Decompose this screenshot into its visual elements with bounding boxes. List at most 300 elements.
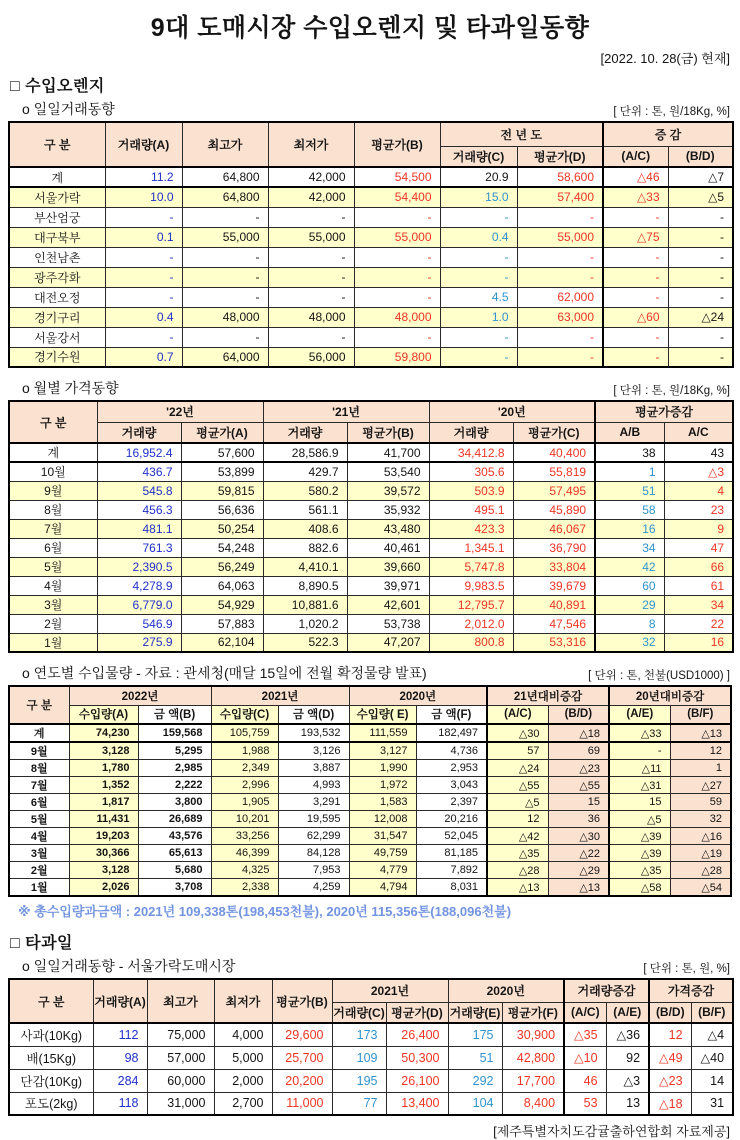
table-cell: - [182, 207, 268, 227]
column-header: 거래량(A) [105, 122, 182, 167]
table-cell: 3,708 [138, 879, 211, 897]
row-label: 2월 [9, 862, 69, 879]
table-cell: 43 [664, 443, 733, 462]
row-label: 10월 [9, 462, 97, 481]
table-cell: 12 [487, 811, 548, 828]
table-cell: △49 [649, 1046, 691, 1069]
table-cell: - [354, 287, 440, 307]
table-cell: 53,899 [181, 462, 263, 481]
table-cell: 35,932 [347, 500, 429, 519]
yearly-import-table [8, 685, 732, 897]
table-cell: 57,495 [513, 481, 595, 500]
table-cell: △7 [668, 167, 733, 187]
column-header: 최저가 [268, 122, 354, 167]
table-cell: 5,000 [214, 1046, 272, 1069]
row-label: 계 [9, 443, 97, 462]
table-cell: 503.9 [429, 481, 513, 500]
table-cell: - [603, 287, 668, 307]
table-cell: 3,887 [278, 760, 349, 777]
table-cell: 10.0 [105, 187, 182, 207]
table-cell: 51 [448, 1046, 502, 1069]
table-cell: 8,031 [416, 879, 487, 897]
table-cell: 0.4 [105, 307, 182, 327]
table-cell: 43,480 [347, 519, 429, 538]
column-header: (B/D) [668, 146, 733, 167]
table-cell: - [105, 327, 182, 347]
table-cell: 54,248 [181, 538, 263, 557]
table-cell: 40,891 [513, 595, 595, 614]
monthly-unit-label: [ 단위 : 톤, 원/18Kg, %] [613, 385, 730, 397]
column-header: 가격증감 [649, 979, 733, 1002]
table-cell: - [603, 247, 668, 267]
table-row [9, 576, 733, 595]
column-header: 거래량(C) [332, 1002, 386, 1023]
table-row [9, 481, 733, 500]
table-cell: 4,736 [416, 742, 487, 760]
table-cell: 64,063 [181, 576, 263, 595]
table-cell: - [354, 267, 440, 287]
table-cell: 26,689 [138, 811, 211, 828]
row-label: 경기구리 [9, 307, 105, 327]
table-cell: 112 [93, 1023, 147, 1046]
column-header: 2021년 [332, 979, 448, 1002]
table-cell: - [268, 267, 354, 287]
column-header: A/B [595, 422, 664, 443]
column-header: (A/E) [606, 1002, 649, 1023]
table-cell: - [105, 267, 182, 287]
table-row [9, 187, 733, 207]
row-label: 9월 [9, 481, 97, 500]
table-cell: 65,613 [138, 845, 211, 862]
data-provider: [제주특별자치도감귤출하연합회 자료제공] [493, 1124, 730, 1139]
table-cell: - [268, 287, 354, 307]
column-header: 2020년 [448, 979, 564, 1002]
monthly-subsection-header [22, 378, 730, 398]
table-cell: 31,547 [349, 828, 416, 845]
table-row [9, 500, 733, 519]
table-cell: △24 [487, 760, 548, 777]
table-cell: 0.7 [105, 347, 182, 367]
table-row [9, 307, 733, 327]
fruit-subsection-header [22, 956, 730, 976]
table-row [9, 167, 733, 187]
table-cell: - [609, 742, 670, 760]
column-header: (A/C) [564, 1002, 606, 1023]
table-cell: 69 [548, 742, 609, 760]
table-cell: 481.1 [97, 519, 181, 538]
column-header: 증 감 [603, 122, 733, 146]
table-cell: 5,295 [138, 742, 211, 760]
table-cell: 59,815 [181, 481, 263, 500]
column-header: 평균가(C) [513, 422, 595, 443]
table-cell: 53 [564, 1092, 606, 1115]
table-cell: 2,700 [214, 1092, 272, 1115]
column-header: 최고가 [182, 122, 268, 167]
table-cell: 57 [487, 742, 548, 760]
table-row [9, 538, 733, 557]
table-cell: △3 [664, 462, 733, 481]
table-cell: 545.8 [97, 481, 181, 500]
yearly-subsection-title: o 연도별 수입물량 - 자료 : 관세청(매달 15일에 전월 확정물량 발표) [22, 665, 427, 681]
daily-table-body [9, 167, 733, 367]
table-cell: 57,883 [181, 614, 263, 633]
table-row [9, 742, 731, 760]
table-cell: △18 [548, 724, 609, 742]
column-header: 거래량 [429, 422, 513, 443]
table-cell: 1.0 [440, 307, 517, 327]
column-header: '20년 [429, 401, 595, 422]
row-label: 4월 [9, 576, 97, 595]
table-cell: 55,000 [182, 227, 268, 247]
table-cell: 1,352 [69, 777, 138, 794]
table-cell: 2,338 [211, 879, 278, 897]
table-cell: - [603, 207, 668, 227]
table-cell: 62,000 [517, 287, 603, 307]
table-cell: 51 [595, 481, 664, 500]
table-cell: △11 [609, 760, 670, 777]
row-label: 사과(10Kg) [9, 1023, 93, 1046]
page-title: 9대 도매시장 수입오렌지 및 타과일동향 [150, 14, 590, 42]
table-row [9, 347, 733, 367]
table-cell: 57,400 [517, 187, 603, 207]
column-header: 거래량 [263, 422, 347, 443]
table-cell: 13 [606, 1092, 649, 1115]
table-cell: 41,700 [347, 443, 429, 462]
column-header: 평균가(F) [502, 1002, 564, 1023]
table-cell: △39 [609, 828, 670, 845]
fruit-subsection-title: o 일일거래동향 - 서울가락도매시장 [22, 958, 236, 974]
table-cell: 20,216 [416, 811, 487, 828]
column-header: 수입량( E) [349, 705, 416, 724]
table-cell: 47,546 [513, 614, 595, 633]
fruit-table-header [9, 979, 733, 1023]
table-cell: - [603, 327, 668, 347]
yearly-footnote: ※ 총수입량과금액 : 2021년 109,338톤(198,453천불), 2020년 115,356톤(188,096천불) [18, 904, 512, 919]
table-cell: △40 [691, 1046, 733, 1069]
table-cell: 580.2 [263, 481, 347, 500]
daily-table-header [9, 122, 733, 167]
table-cell: - [517, 247, 603, 267]
table-cell: 20,200 [272, 1069, 332, 1092]
row-label: 1월 [9, 633, 97, 652]
table-cell: 47 [664, 538, 733, 557]
table-cell: 38 [595, 443, 664, 462]
header-row [9, 705, 731, 724]
table-cell: 0.4 [440, 227, 517, 247]
table-cell: △58 [609, 879, 670, 897]
monthly-price-table [8, 400, 734, 653]
table-cell: 275.9 [97, 633, 181, 652]
table-cell: 2,349 [211, 760, 278, 777]
table-cell: △75 [603, 227, 668, 247]
table-row [9, 845, 731, 862]
table-cell: 4,259 [278, 879, 349, 897]
table-cell: 408.6 [263, 519, 347, 538]
table-cell: 31,000 [147, 1092, 214, 1115]
table-cell: 2,012.0 [429, 614, 513, 633]
table-cell: - [105, 247, 182, 267]
table-cell: 3,127 [349, 742, 416, 760]
table-cell: 61 [664, 576, 733, 595]
table-cell: 43,576 [138, 828, 211, 845]
daily-trade-table [8, 121, 734, 368]
table-row [9, 633, 733, 652]
column-header: 금 액(D) [278, 705, 349, 724]
table-cell: 42,601 [347, 595, 429, 614]
table-cell: 4,000 [214, 1023, 272, 1046]
row-label: 9월 [9, 742, 69, 760]
table-cell: 74,230 [69, 724, 138, 742]
table-row [9, 443, 733, 462]
table-cell: △16 [670, 828, 731, 845]
table-cell: △22 [548, 845, 609, 862]
column-header: (B/F) [670, 705, 731, 724]
header-row [9, 686, 731, 705]
column-header: 평균가(A) [181, 422, 263, 443]
table-cell: 15 [548, 794, 609, 811]
table-cell: 55,000 [268, 227, 354, 247]
table-cell: 12 [649, 1023, 691, 1046]
table-cell: 305.6 [429, 462, 513, 481]
row-label: 서울가락 [9, 187, 105, 207]
table-cell: 7,953 [278, 862, 349, 879]
table-row [9, 862, 731, 879]
table-cell: 104 [448, 1092, 502, 1115]
table-cell: - [105, 287, 182, 307]
table-row [9, 227, 733, 247]
table-cell: - [517, 207, 603, 227]
row-label: 부산엄궁 [9, 207, 105, 227]
table-cell: 42 [595, 557, 664, 576]
table-cell: 13,400 [386, 1092, 448, 1115]
row-label: 5월 [9, 557, 97, 576]
table-cell: - [668, 287, 733, 307]
table-cell: 6,779.0 [97, 595, 181, 614]
table-cell: △30 [487, 724, 548, 742]
table-cell: - [268, 327, 354, 347]
table-cell: 56,249 [181, 557, 263, 576]
table-cell: 42,800 [502, 1046, 564, 1069]
column-header: 2021년 [211, 686, 349, 705]
table-cell: 159,568 [138, 724, 211, 742]
column-header: 거래량(A) [93, 979, 147, 1023]
table-cell: △36 [606, 1023, 649, 1046]
table-row [9, 1092, 733, 1115]
table-cell: 34 [595, 538, 664, 557]
column-header: 금 액(F) [416, 705, 487, 724]
table-cell: 28,586.9 [263, 443, 347, 462]
column-header: 2020년 [349, 686, 487, 705]
table-cell: - [668, 207, 733, 227]
table-cell: △13 [670, 724, 731, 742]
table-row [9, 1046, 733, 1069]
table-cell: △27 [670, 777, 731, 794]
table-row [9, 811, 731, 828]
column-header: 구 분 [9, 979, 93, 1023]
daily-subsection-header [22, 99, 730, 119]
row-label: 배(15Kg) [9, 1046, 93, 1069]
table-cell: 3,128 [69, 742, 138, 760]
table-row [9, 777, 731, 794]
header-row [9, 422, 733, 443]
table-cell: 58,600 [517, 167, 603, 187]
column-header: 20년대비증감 [609, 686, 731, 705]
row-label: 1월 [9, 879, 69, 897]
table-row [9, 287, 733, 307]
column-header: 평균가증감 [595, 401, 733, 422]
table-cell: △28 [487, 862, 548, 879]
row-label: 대구북부 [9, 227, 105, 247]
column-header: 구 분 [9, 401, 97, 443]
row-label: 7월 [9, 777, 69, 794]
table-cell: 39,971 [347, 576, 429, 595]
table-cell: 193,532 [278, 724, 349, 742]
table-row [9, 557, 733, 576]
table-cell: 1,780 [69, 760, 138, 777]
table-cell: 561.1 [263, 500, 347, 519]
table-cell: 1,345.1 [429, 538, 513, 557]
table-cell: 30,900 [502, 1023, 564, 1046]
table-row [9, 794, 731, 811]
table-cell: 10,201 [211, 811, 278, 828]
column-header: 최고가 [147, 979, 214, 1023]
table-cell: 63,000 [517, 307, 603, 327]
table-cell: △31 [609, 777, 670, 794]
column-header: 거래량(E) [448, 1002, 502, 1023]
table-cell: △10 [564, 1046, 606, 1069]
row-label: 6월 [9, 794, 69, 811]
table-cell: 16,952.4 [97, 443, 181, 462]
table-cell: 36,790 [513, 538, 595, 557]
table-cell: 2,985 [138, 760, 211, 777]
column-header: (B/D) [649, 1002, 691, 1023]
column-header: 수입량(C) [211, 705, 278, 724]
table-cell: 2,000 [214, 1069, 272, 1092]
table-cell: 2,996 [211, 777, 278, 794]
table-cell: 39,679 [513, 576, 595, 595]
table-cell: △55 [487, 777, 548, 794]
column-header: 평균가(B) [354, 122, 440, 167]
table-cell: △24 [668, 307, 733, 327]
table-row [9, 462, 733, 481]
row-label: 7월 [9, 519, 97, 538]
table-cell: 46,399 [211, 845, 278, 862]
column-header: (B/F) [691, 1002, 733, 1023]
table-cell: 2,026 [69, 879, 138, 897]
table-cell: 33,804 [513, 557, 595, 576]
table-cell: 1 [595, 462, 664, 481]
table-cell: 33,256 [211, 828, 278, 845]
table-cell: 3,291 [278, 794, 349, 811]
table-cell: 39,572 [347, 481, 429, 500]
row-label: 8월 [9, 500, 97, 519]
table-cell: 56,636 [181, 500, 263, 519]
table-cell: 12 [670, 742, 731, 760]
table-cell: 1 [670, 760, 731, 777]
column-header: 평균가(B) [347, 422, 429, 443]
table-cell: - [440, 327, 517, 347]
table-cell: 47,207 [347, 633, 429, 652]
row-label: 서울강서 [9, 327, 105, 347]
table-cell: 118 [93, 1092, 147, 1115]
table-cell: △55 [548, 777, 609, 794]
table-cell: - [440, 247, 517, 267]
table-cell: 882.6 [263, 538, 347, 557]
table-cell: - [182, 327, 268, 347]
table-cell: - [105, 207, 182, 227]
table-cell: 54,929 [181, 595, 263, 614]
table-cell: △3 [606, 1069, 649, 1092]
table-cell: 20.9 [440, 167, 517, 187]
table-cell: △5 [487, 794, 548, 811]
table-cell: 60 [595, 576, 664, 595]
table-cell: 1,988 [211, 742, 278, 760]
table-cell: 29 [595, 595, 664, 614]
monthly-table-body [9, 443, 733, 652]
section-heading-orange: □ 수입오렌지 [10, 78, 105, 95]
table-cell: 64,000 [182, 347, 268, 367]
table-cell: 84,128 [278, 845, 349, 862]
table-cell: 26,400 [386, 1023, 448, 1046]
column-header: 평균가(D) [517, 146, 603, 167]
column-header: 전 년 도 [440, 122, 603, 146]
table-cell: - [668, 347, 733, 367]
yearly-table-header [9, 686, 731, 724]
table-cell: 8,400 [502, 1092, 564, 1115]
table-cell: 66 [664, 557, 733, 576]
table-cell: 173 [332, 1023, 386, 1046]
header-row [9, 122, 733, 146]
table-cell: 1,817 [69, 794, 138, 811]
table-cell: △35 [487, 845, 548, 862]
header-row [9, 979, 733, 1002]
table-cell: 4 [664, 481, 733, 500]
table-cell: △13 [548, 879, 609, 897]
table-cell: 92 [606, 1046, 649, 1069]
column-header: 최저가 [214, 979, 272, 1023]
header-row [9, 401, 733, 422]
table-cell: △4 [691, 1023, 733, 1046]
table-cell: 98 [93, 1046, 147, 1069]
table-cell: 64,800 [182, 187, 268, 207]
table-cell: 1,583 [349, 794, 416, 811]
column-header: 수입량(A) [69, 705, 138, 724]
table-cell: 12,008 [349, 811, 416, 828]
table-cell: 5,680 [138, 862, 211, 879]
table-cell: 42,000 [268, 187, 354, 207]
column-header: '21년 [263, 401, 429, 422]
table-cell: 9,983.5 [429, 576, 513, 595]
column-header: 구 분 [9, 122, 105, 167]
table-cell: 30,366 [69, 845, 138, 862]
table-cell: 16 [664, 633, 733, 652]
yearly-subsection-header [22, 663, 730, 683]
table-cell: 25,700 [272, 1046, 332, 1069]
table-cell: 46 [564, 1069, 606, 1092]
table-cell: 48,000 [182, 307, 268, 327]
table-cell: - [182, 247, 268, 267]
table-cell: 31 [691, 1092, 733, 1115]
table-cell: 62,104 [181, 633, 263, 652]
column-header: A/C [664, 422, 733, 443]
table-row [9, 327, 733, 347]
table-cell: △39 [609, 845, 670, 862]
column-header: 2022년 [69, 686, 211, 705]
table-cell: 45,890 [513, 500, 595, 519]
table-cell: 175 [448, 1023, 502, 1046]
table-cell: 429.7 [263, 462, 347, 481]
table-cell: - [440, 207, 517, 227]
